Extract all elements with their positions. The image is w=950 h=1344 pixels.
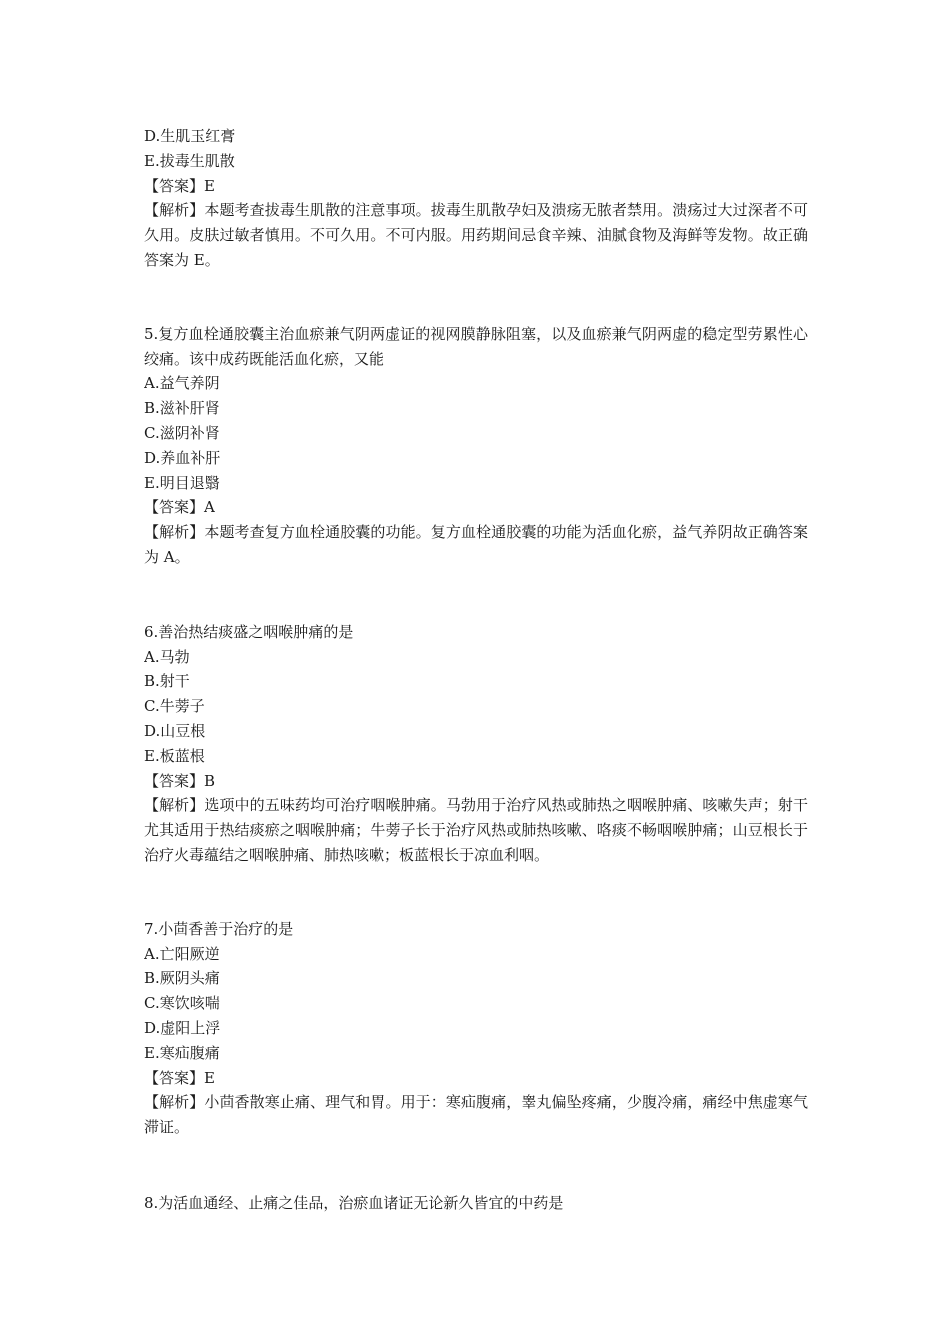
option-b: B.厥阴头痛 bbox=[144, 969, 220, 988]
analysis-paragraph: 【解析】选项中的五味药均可治疗咽喉肿痛。马勃用于治疗风热或肺热之咽喉肿痛、咳嗽失声；射干尤其适用于热结痰瘀之咽喉肿痛；牛蒡子长于治疗风热或肺热咳嗽、咯痰不畅咽喉肿痛；山豆根长于治疗火毒蕴结之咽喉肿痛、肺热咳嗽；板蓝根长于凉血利咽。 bbox=[144, 796, 808, 864]
question-8 bbox=[144, 1191, 808, 1216]
option-a: A.马勃 bbox=[144, 647, 190, 666]
spacer bbox=[144, 570, 808, 620]
question-text: 5.复方血栓通胶囊主治血瘀兼气阴两虚证的视网膜静脉阻塞，以及血瘀兼气阴两虚的稳定型劳累性心绞痛。该中成药既能活血化瘀，又能 bbox=[144, 324, 808, 368]
analysis-paragraph: 【解析】本题考查拔毒生肌散的注意事项。拔毒生肌散孕妇及溃疡无脓者禁用。溃疡过大过深者不可久用。皮肤过敏者慎用。不可久用。不可内服。用药期间忌食辛辣、油腻食物及海鲜等发物。故正确答案为 E。 bbox=[144, 201, 808, 269]
question-6 bbox=[144, 620, 808, 868]
answer-line: 【答案】E bbox=[144, 1068, 215, 1087]
option-d: D.山豆根 bbox=[144, 721, 206, 740]
question-7 bbox=[144, 917, 808, 1140]
option-d: D.虚阳上浮 bbox=[144, 1018, 221, 1037]
question-5 bbox=[144, 322, 808, 570]
answer-line: 【答案】B bbox=[144, 771, 216, 790]
option-a: A.益气养阴 bbox=[144, 374, 220, 393]
option-b: B.射干 bbox=[144, 672, 190, 691]
document-page bbox=[144, 124, 808, 1216]
question-text: 8.为活血通经、止痛之佳品，治瘀血诸证无论新久皆宜的中药是 bbox=[144, 1193, 564, 1212]
question-4-tail bbox=[144, 124, 808, 273]
answer-line: 【答案】A bbox=[144, 498, 215, 517]
spacer bbox=[144, 868, 808, 917]
answer-line: 【答案】E bbox=[144, 176, 215, 195]
option-e: E.寒疝腹痛 bbox=[144, 1043, 220, 1062]
analysis-paragraph: 【解析】小茴香散寒止痛、理气和胃。用于：寒疝腹痛，睾丸偏坠疼痛，少腹冷痛，痛经中焦虚寒气滞证。 bbox=[144, 1093, 808, 1137]
question-text: 6.善治热结痰盛之咽喉肿痛的是 bbox=[144, 622, 354, 641]
option-e: E.板蓝根 bbox=[144, 746, 205, 765]
question-text: 7.小茴香善于治疗的是 bbox=[144, 919, 294, 938]
option-a: A.亡阳厥逆 bbox=[144, 944, 220, 963]
option-c: C.寒饮咳喘 bbox=[144, 994, 220, 1013]
option-b: B.滋补肝肾 bbox=[144, 399, 220, 418]
analysis-paragraph: 【解析】本题考查复方血栓通胶囊的功能。复方血栓通胶囊的功能为活血化瘀，益气养阴故正确答案为 A。 bbox=[144, 523, 808, 566]
option-c: C.牛蒡子 bbox=[144, 697, 205, 716]
option-c: C.滋阴补肾 bbox=[144, 423, 220, 442]
option-d: D.养血补肝 bbox=[144, 448, 221, 467]
option-e: E.拔毒生肌散 bbox=[144, 151, 235, 170]
spacer bbox=[144, 1140, 808, 1191]
option-e: E.明目退翳 bbox=[144, 473, 220, 492]
option-d: D.生肌玉红膏 bbox=[144, 127, 236, 145]
spacer bbox=[144, 273, 808, 322]
